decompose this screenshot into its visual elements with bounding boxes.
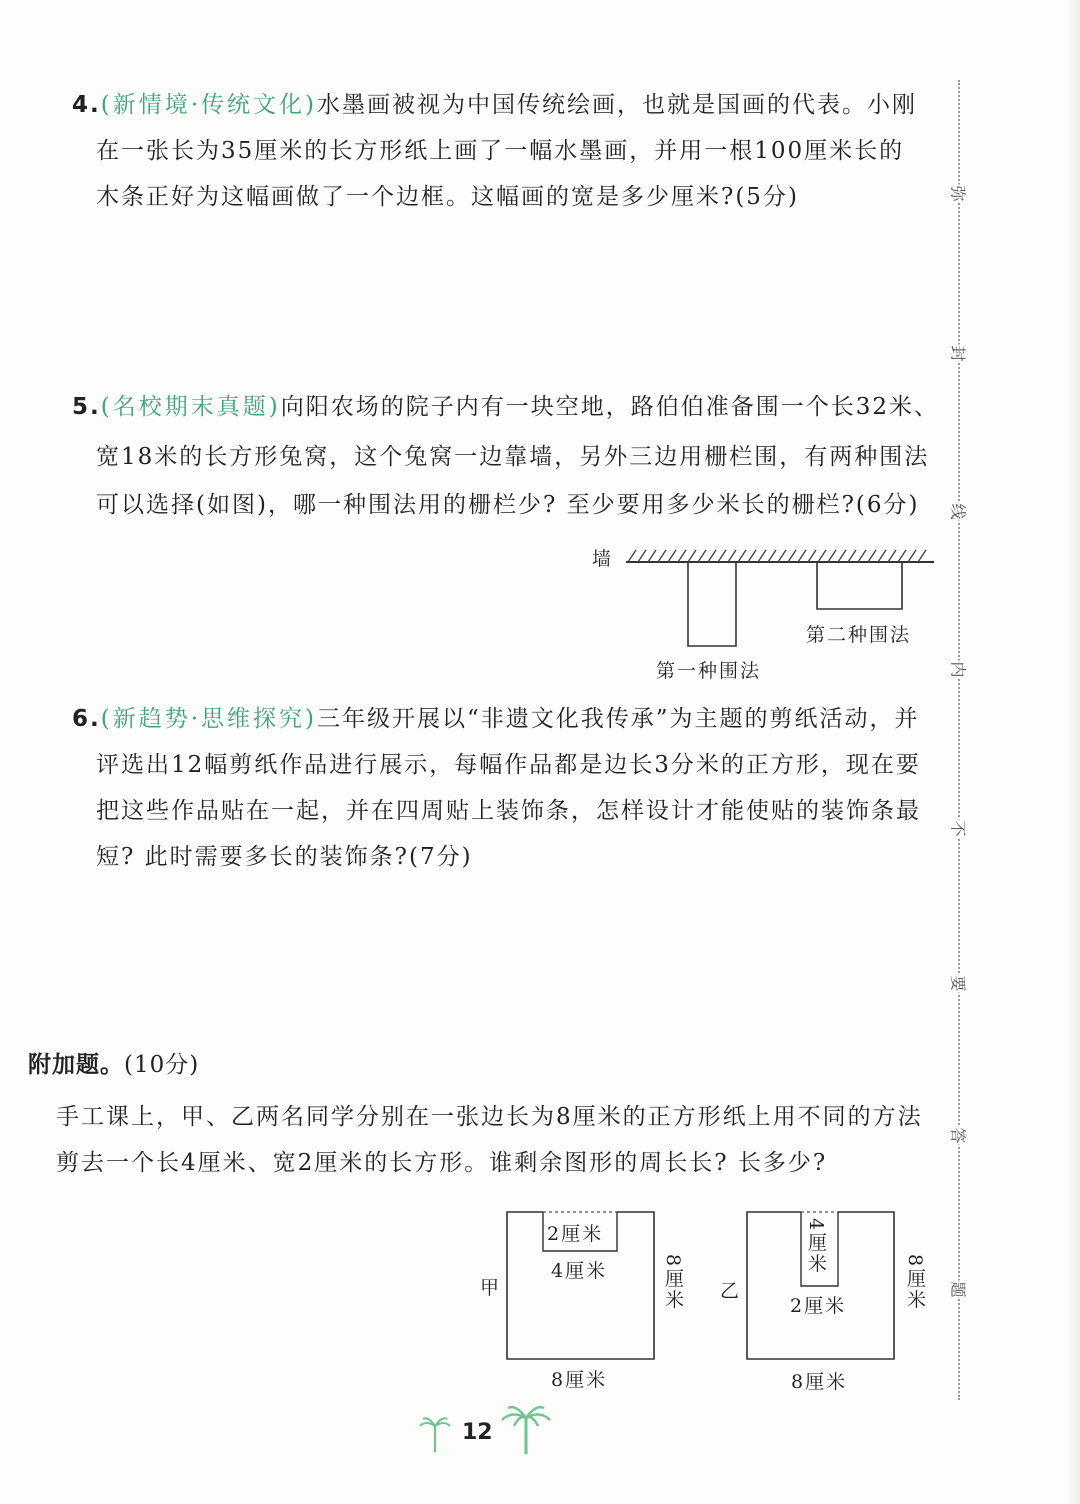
- question-tag: (名校期末真题): [100, 394, 281, 420]
- jia-cut-width: 2厘米: [547, 1223, 604, 1245]
- question-text-line: 在一张长为35厘米的长方形纸上画了一幅水墨画，并用一根100厘米长的: [96, 138, 905, 164]
- question-text-line: 水墨画被视为中国传统绘画，也就是国画的代表。小刚: [317, 92, 918, 118]
- page-edge-shadow: [1066, 0, 1080, 1504]
- wall-label: 墙: [592, 548, 614, 570]
- question-text-line: 宽18米的长方形兔窝，这个兔窝一边靠墙，另外三边用栅栏围，有两种围法: [96, 444, 930, 470]
- yi-bottom-length: 8厘米: [791, 1371, 848, 1393]
- question-text-line: 向阳农场的院子内有一块空地，路伯伯准备围一个长32米、: [280, 394, 939, 420]
- seal-char: 封: [948, 345, 971, 363]
- question-text-line: 短? 此时需要多长的装饰条?(7分): [96, 844, 473, 870]
- question-text-line: 评选出12幅剪纸作品进行展示，每幅作品都是边长3分米的正方形，现在要: [96, 752, 921, 778]
- seal-char: 不: [948, 820, 971, 838]
- seal-char: 答: [948, 1127, 971, 1145]
- seal-line-margin: [946, 80, 976, 1400]
- question-number: 6.: [72, 706, 101, 732]
- question-text-line: 把这些作品贴在一起，并在四周贴上装饰条，怎样设计才能使贴的装饰条最: [96, 798, 921, 824]
- palm-tree-icon: [500, 1404, 552, 1456]
- yi-name: 乙: [720, 1280, 742, 1302]
- seal-char: 内: [948, 661, 971, 679]
- yi-cut-length: 4厘米: [805, 1218, 827, 1275]
- question-number: 4.: [72, 92, 101, 118]
- palm-tree-icon: [418, 1414, 452, 1454]
- jia-bottom-length: 8厘米: [551, 1369, 608, 1391]
- seal-char: 题: [948, 1281, 971, 1299]
- method-1-label: 第一种围法: [656, 660, 762, 682]
- question-text-line: 木条正好为这幅画做了一个边框。这幅画的宽是多少厘米?(5分): [96, 184, 799, 210]
- yi-side-length: 8厘米: [904, 1254, 926, 1311]
- seal-char: 要: [948, 975, 971, 993]
- question-number: 5.: [72, 394, 101, 420]
- bonus-text-line: 手工课上，甲、乙两名同学分别在一张边长为8厘米的正方形纸上用不同的方法: [56, 1104, 923, 1130]
- fence-method-1: [688, 562, 736, 646]
- jia-side-length: 8厘米: [662, 1254, 684, 1311]
- seal-char: 弥: [948, 185, 971, 203]
- jia-cut-length: 4厘米: [551, 1260, 608, 1282]
- bonus-text-line: 剪去一个长4厘米、宽2厘米的长方形。谁剩余图形的周长长? 长多少?: [56, 1150, 828, 1176]
- seal-dotted-line: [958, 80, 960, 1400]
- question-text-line: 三年级开展以“非遗文化我传承”为主题的剪纸活动，并: [317, 706, 920, 732]
- jia-name: 甲: [480, 1277, 502, 1299]
- method-2-label: 第二种围法: [806, 624, 912, 646]
- fence-method-2: [817, 562, 902, 609]
- bonus-title: 附加题。(10分): [28, 1052, 200, 1078]
- question-tag: (新情境·传统文化): [100, 92, 318, 118]
- question-text-line: 可以选择(如图)，哪一种围法用的栅栏少? 至少要用多少米长的栅栏?(6分): [96, 492, 920, 518]
- bonus-points: (10分): [124, 1052, 200, 1078]
- question-tag: (新趋势·思维探究): [100, 706, 318, 732]
- seal-char: 线: [948, 503, 971, 521]
- page-number: 12: [462, 1420, 493, 1445]
- yi-cut-width: 2厘米: [790, 1295, 847, 1317]
